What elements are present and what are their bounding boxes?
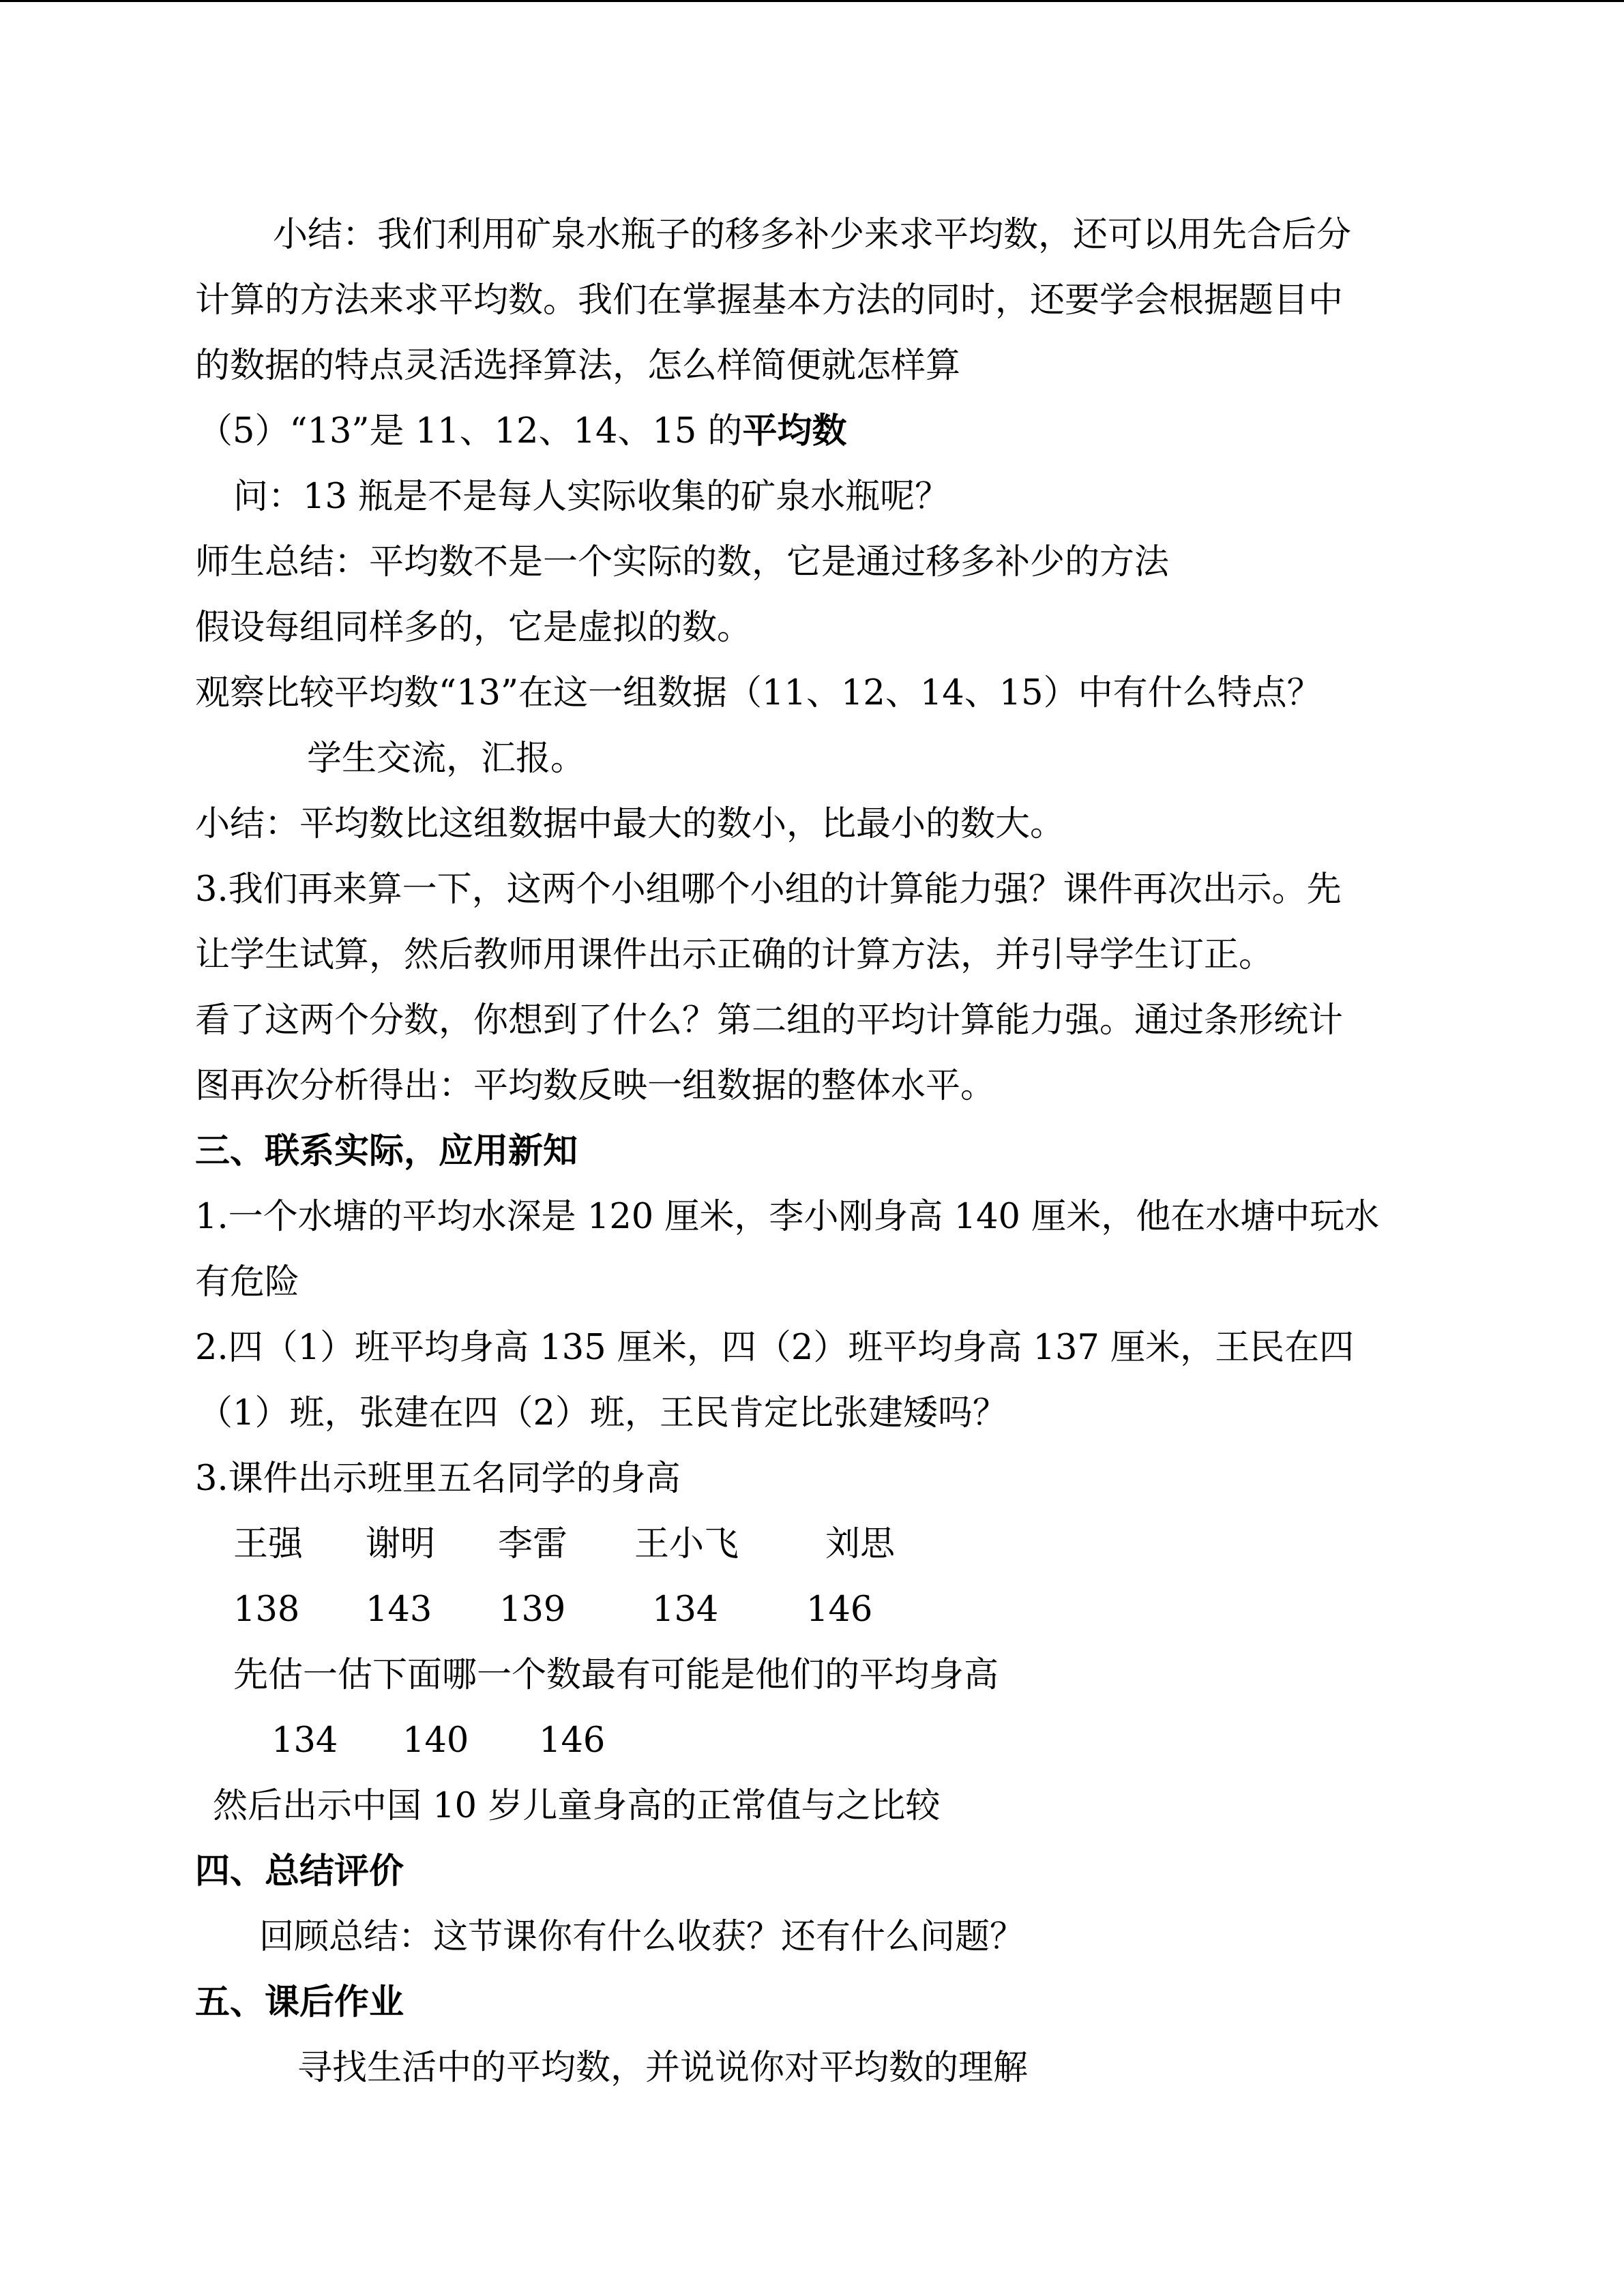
student-height: 138 bbox=[233, 1590, 300, 1630]
student-name: 刘思 bbox=[825, 1524, 896, 1564]
summary1-line3: 的数据的特点灵活选择算法，怎么样简便就怎样算 bbox=[195, 346, 961, 386]
step3-line2: 让学生试算，然后教师用课件出示正确的计算方法，并引导学生订正。 bbox=[195, 935, 1274, 975]
summary2-line: 小结：平均数比这组数据中最大的数小，比最小的数大。 bbox=[195, 804, 1065, 844]
option-value: 134 bbox=[271, 1720, 338, 1761]
question-line: 问：13 瓶是不是每人实际收集的矿泉水瓶呢？ bbox=[233, 477, 950, 517]
section4-text: 回顾总结：这节课你有什么收获？还有什么问题？ bbox=[259, 1917, 1025, 1957]
section5-heading: 五、课后作业 bbox=[195, 1982, 404, 2023]
student-height: 139 bbox=[499, 1590, 566, 1630]
section3-item3: 3.课件出示班里五名同学的身高 bbox=[195, 1459, 681, 1499]
teacher-summary-line1: 师生总结：平均数不是一个实际的数，它是通过移多补少的方法 bbox=[195, 542, 1170, 582]
section5-text: 寻找生活中的平均数，并说说你对平均数的理解 bbox=[297, 2048, 1029, 2088]
step3-line1: 3.我们再来算一下，这两个小组哪个小组的计算能力强？课件再次出示。先 bbox=[195, 869, 1342, 910]
step3-line3: 看了这两个分数，你想到了什么？第二组的平均计算能力强。通过条形统计 bbox=[195, 1000, 1344, 1041]
section3-item1-line2: 有危险 bbox=[195, 1262, 300, 1302]
student-name: 王强 bbox=[233, 1524, 304, 1564]
student-height: 146 bbox=[806, 1590, 873, 1630]
step3-line4: 图再次分析得出：平均数反映一组数据的整体水平。 bbox=[195, 1066, 996, 1106]
summary1-line2: 计算的方法来求平均数。我们在掌握基本方法的同时，还要学会根据题目中 bbox=[195, 280, 1344, 320]
point5-text: （5）“13”是 11、12、14、15 的 bbox=[198, 411, 743, 451]
student-name: 王小飞 bbox=[634, 1524, 739, 1564]
compare-line: 然后出示中国 10 岁儿童身高的正常值与之比较 bbox=[213, 1786, 941, 1826]
section3-heading: 三、联系实际，应用新知 bbox=[195, 1131, 578, 1172]
section4-heading: 四、总结评价 bbox=[195, 1851, 404, 1892]
section3-item2-line1: 2.四（1）班平均身高 135 厘米，四（2）班平均身高 137 厘米，王民在四 bbox=[195, 1328, 1355, 1368]
option-value: 140 bbox=[402, 1720, 469, 1761]
teacher-summary-line2: 假设每组同样多的，它是虚拟的数。 bbox=[195, 608, 752, 648]
summary1-line1: 小结：我们利用矿泉水瓶子的移多补少来求平均数，还可以用先合后分 bbox=[273, 215, 1352, 255]
student-name: 谢明 bbox=[366, 1524, 436, 1564]
estimate-line: 先估一估下面哪一个数最有可能是他们的平均身高 bbox=[233, 1655, 999, 1695]
point5-bold: 平均数 bbox=[742, 411, 847, 451]
student-name: 李雷 bbox=[498, 1524, 568, 1564]
option-value: 146 bbox=[539, 1720, 606, 1761]
student-height: 143 bbox=[366, 1590, 432, 1630]
students-line: 学生交流，汇报。 bbox=[307, 739, 586, 779]
section3-item2-line2: （1）班，张建在四（2）班，王民肯定比张建矮吗？ bbox=[198, 1393, 1007, 1433]
observe-line: 观察比较平均数“13”在这一组数据（11、12、14、15）中有什么特点？ bbox=[195, 673, 1322, 713]
point5-line bbox=[198, 411, 847, 451]
student-height: 134 bbox=[652, 1590, 719, 1630]
section3-item1-line1: 1.一个水塘的平均水深是 120 厘米，李小刚身高 140 厘米，他在水塘中玩水 bbox=[195, 1197, 1380, 1237]
